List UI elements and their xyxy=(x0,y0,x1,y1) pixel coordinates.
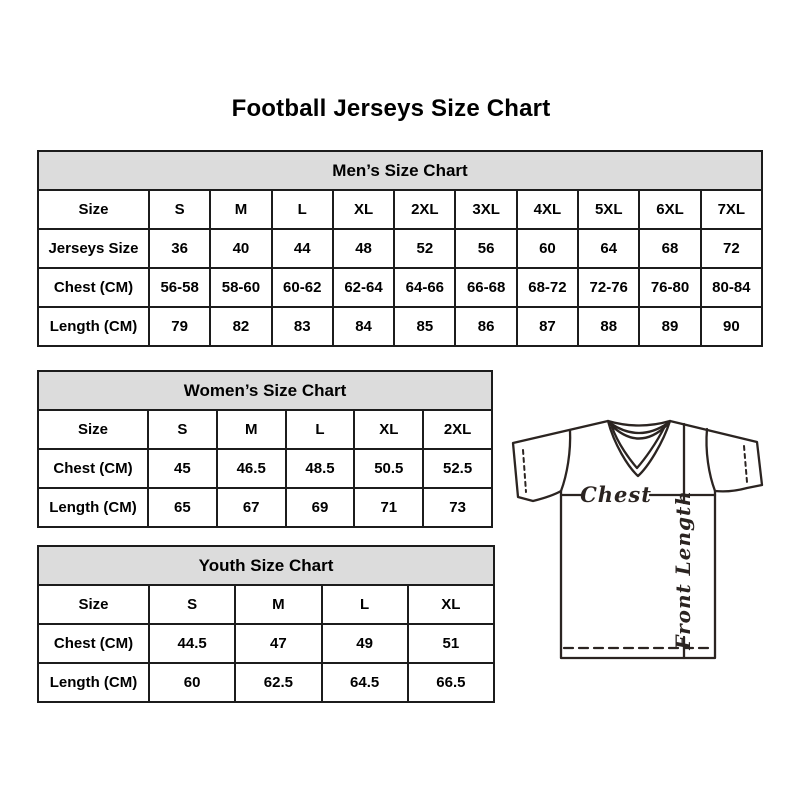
table-header-row xyxy=(38,151,762,190)
row-label-cell: Jerseys Size xyxy=(38,229,149,268)
table-row xyxy=(38,410,492,449)
value-cell: 64.5 xyxy=(322,663,408,702)
value-cell: 44.5 xyxy=(149,624,235,663)
value-cell: 49 xyxy=(322,624,408,663)
mens-size-table xyxy=(37,150,763,347)
value-cell: S xyxy=(149,190,210,229)
table-row xyxy=(38,190,762,229)
value-cell: XL xyxy=(354,410,423,449)
value-cell: 89 xyxy=(639,307,700,346)
value-cell: 87 xyxy=(517,307,578,346)
value-cell: 60 xyxy=(517,229,578,268)
value-cell: S xyxy=(148,410,217,449)
value-cell: 62.5 xyxy=(235,663,321,702)
value-cell: L xyxy=(286,410,355,449)
table-header-row xyxy=(38,371,492,410)
row-label-cell: Length (CM) xyxy=(38,307,149,346)
value-cell: 90 xyxy=(701,307,762,346)
value-cell: 71 xyxy=(354,488,423,527)
table-header-row xyxy=(38,546,494,585)
value-cell: 72-76 xyxy=(578,268,639,307)
row-label-cell: Chest (CM) xyxy=(38,624,149,663)
value-cell: 64-66 xyxy=(394,268,455,307)
row-label-cell: Size xyxy=(38,410,148,449)
value-cell: 3XL xyxy=(455,190,516,229)
table-row xyxy=(38,229,762,268)
value-cell: 84 xyxy=(333,307,394,346)
value-cell: S xyxy=(149,585,235,624)
chest-label: Chest xyxy=(580,482,652,507)
value-cell: 69 xyxy=(286,488,355,527)
value-cell: 62-64 xyxy=(333,268,394,307)
value-cell: L xyxy=(272,190,333,229)
youth-size-table xyxy=(37,545,495,703)
collar-top-edge xyxy=(608,421,670,426)
value-cell: 83 xyxy=(272,307,333,346)
value-cell: 64 xyxy=(578,229,639,268)
value-cell: 76-80 xyxy=(639,268,700,307)
table-row xyxy=(38,663,494,702)
value-cell: 52.5 xyxy=(423,449,492,488)
value-cell: 45 xyxy=(148,449,217,488)
value-cell: 67 xyxy=(217,488,286,527)
value-cell: 46.5 xyxy=(217,449,286,488)
mens-table-title: Men’s Size Chart xyxy=(38,151,762,190)
value-cell: 52 xyxy=(394,229,455,268)
value-cell: 40 xyxy=(210,229,271,268)
value-cell: 5XL xyxy=(578,190,639,229)
table-row xyxy=(38,488,492,527)
value-cell: 50.5 xyxy=(354,449,423,488)
value-cell: 56 xyxy=(455,229,516,268)
right-cuff-stitch xyxy=(744,446,747,482)
value-cell: 85 xyxy=(394,307,455,346)
value-cell: 66-68 xyxy=(455,268,516,307)
value-cell: 80-84 xyxy=(701,268,762,307)
value-cell: M xyxy=(235,585,321,624)
row-label-cell: Length (CM) xyxy=(38,663,149,702)
value-cell: 47 xyxy=(235,624,321,663)
table-row xyxy=(38,585,494,624)
value-cell: 66.5 xyxy=(408,663,494,702)
value-cell: L xyxy=(322,585,408,624)
page-title: Football Jerseys Size Chart xyxy=(231,95,551,122)
value-cell: 2XL xyxy=(394,190,455,229)
value-cell: 48.5 xyxy=(286,449,355,488)
jersey-measurement-diagram xyxy=(505,400,775,675)
value-cell: 68 xyxy=(639,229,700,268)
value-cell: 88 xyxy=(578,307,639,346)
value-cell: 60 xyxy=(149,663,235,702)
value-cell: 82 xyxy=(210,307,271,346)
value-cell: M xyxy=(217,410,286,449)
left-cuff-stitch xyxy=(523,450,526,492)
value-cell: 6XL xyxy=(639,190,700,229)
table-row xyxy=(38,268,762,307)
value-cell: 51 xyxy=(408,624,494,663)
value-cell: M xyxy=(210,190,271,229)
row-label-cell: Chest (CM) xyxy=(38,268,149,307)
value-cell: XL xyxy=(408,585,494,624)
youth-table-title: Youth Size Chart xyxy=(38,546,494,585)
value-cell: 56-58 xyxy=(149,268,210,307)
row-label-cell: Size xyxy=(38,190,149,229)
jersey-outline xyxy=(513,421,762,658)
right-sleeve-seam xyxy=(706,429,715,491)
table-row xyxy=(38,624,494,663)
value-cell: 36 xyxy=(149,229,210,268)
row-label-cell: Chest (CM) xyxy=(38,449,148,488)
row-label-cell: Size xyxy=(38,585,149,624)
front-length-label: Front Length xyxy=(671,490,695,650)
table-row xyxy=(38,307,762,346)
value-cell: 65 xyxy=(148,488,217,527)
value-cell: 2XL xyxy=(423,410,492,449)
womens-table-title: Women’s Size Chart xyxy=(38,371,492,410)
row-label-cell: Length (CM) xyxy=(38,488,148,527)
value-cell: 44 xyxy=(272,229,333,268)
value-cell: 72 xyxy=(701,229,762,268)
value-cell: 7XL xyxy=(701,190,762,229)
value-cell: 48 xyxy=(333,229,394,268)
value-cell: 4XL xyxy=(517,190,578,229)
left-sleeve-seam xyxy=(561,430,570,491)
value-cell: 73 xyxy=(423,488,492,527)
value-cell: 86 xyxy=(455,307,516,346)
value-cell: XL xyxy=(333,190,394,229)
table-row xyxy=(38,449,492,488)
value-cell: 60-62 xyxy=(272,268,333,307)
womens-size-table xyxy=(37,370,493,528)
value-cell: 79 xyxy=(149,307,210,346)
value-cell: 58-60 xyxy=(210,268,271,307)
value-cell: 68-72 xyxy=(517,268,578,307)
